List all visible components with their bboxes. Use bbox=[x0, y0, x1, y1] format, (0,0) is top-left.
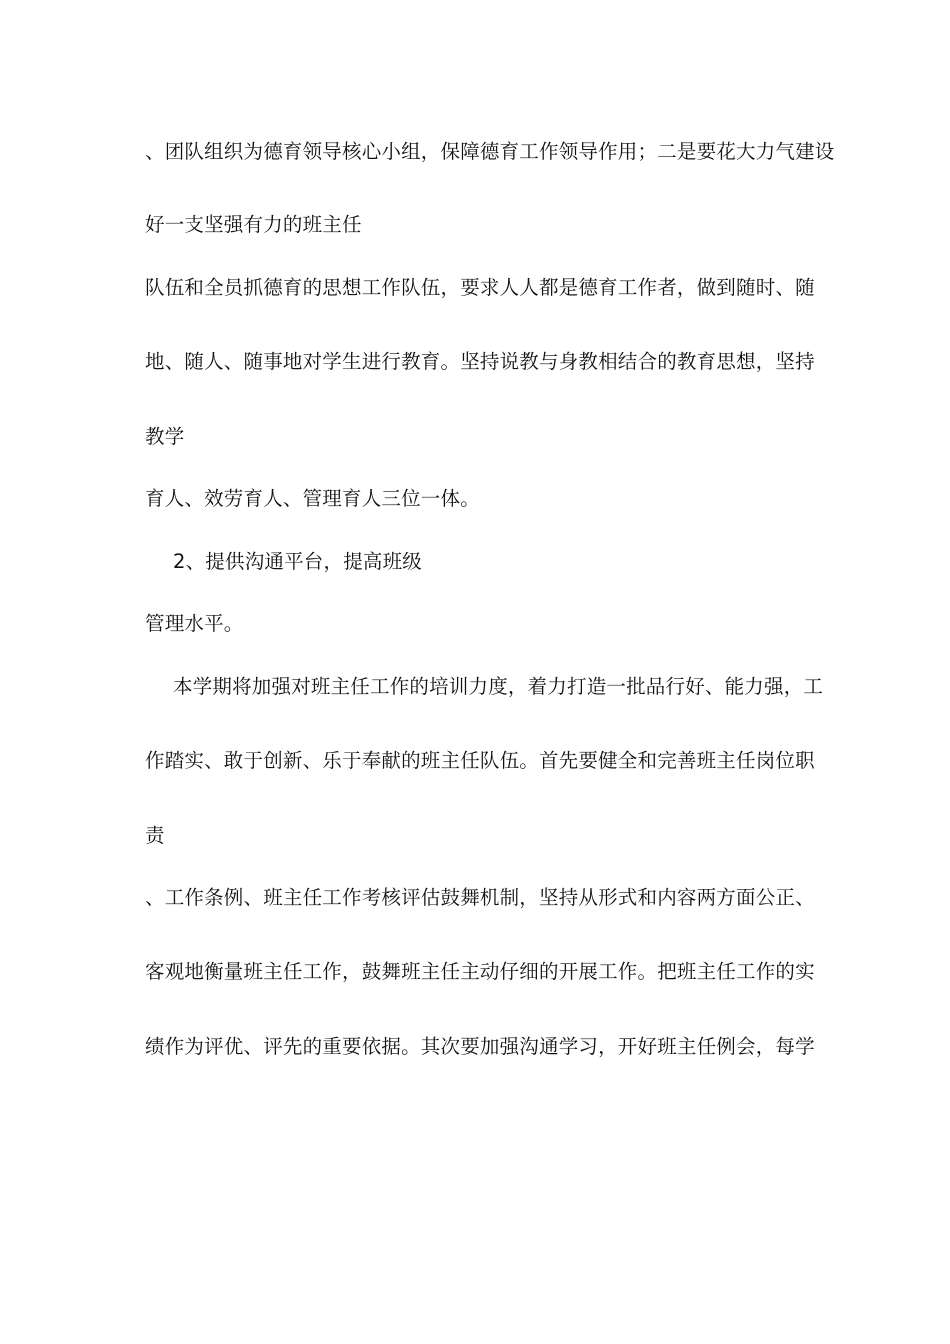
text-line: 、工作条例、班主任工作考核评估鼓舞机制，坚持从形式和内容两方面公正、 bbox=[145, 886, 815, 909]
text-line: 、团队组织为德育领导核心小组，保障德育工作领导作用；二是要花大力气建设 bbox=[145, 140, 835, 163]
text-line: 作踏实、敢于创新、乐于奉献的班主任队伍。首先要健全和完善班主任岗位职 bbox=[145, 749, 815, 772]
text-line: 绩作为评优、评先的重要依据。其次要加强沟通学习，开好班主任例会，每学 bbox=[145, 1035, 815, 1058]
section-heading: 2、提供沟通平台，提高班级 bbox=[173, 550, 423, 573]
text-line: 好一支坚强有力的班主任 bbox=[145, 213, 362, 236]
text-line: 管理水平。 bbox=[145, 612, 244, 635]
text-line: 育人、效劳育人、管理育人三位一体。 bbox=[145, 487, 480, 510]
text-line: 本学期将加强对班主任工作的培训力度，着力打造一批品行好、能力强，工 bbox=[173, 675, 824, 698]
text-line: 教学 bbox=[145, 425, 185, 448]
text-line: 地、随人、随事地对学生进行教育。坚持说教与身教相结合的教育思想，坚持 bbox=[145, 350, 815, 373]
text-line: 队伍和全员抓德育的思想工作队伍，要求人人都是德育工作者，做到随时、随 bbox=[145, 276, 815, 299]
text-line: 责 bbox=[145, 824, 165, 847]
text-line: 客观地衡量班主任工作，鼓舞班主任主动仔细的开展工作。把班主任工作的实 bbox=[145, 960, 815, 983]
